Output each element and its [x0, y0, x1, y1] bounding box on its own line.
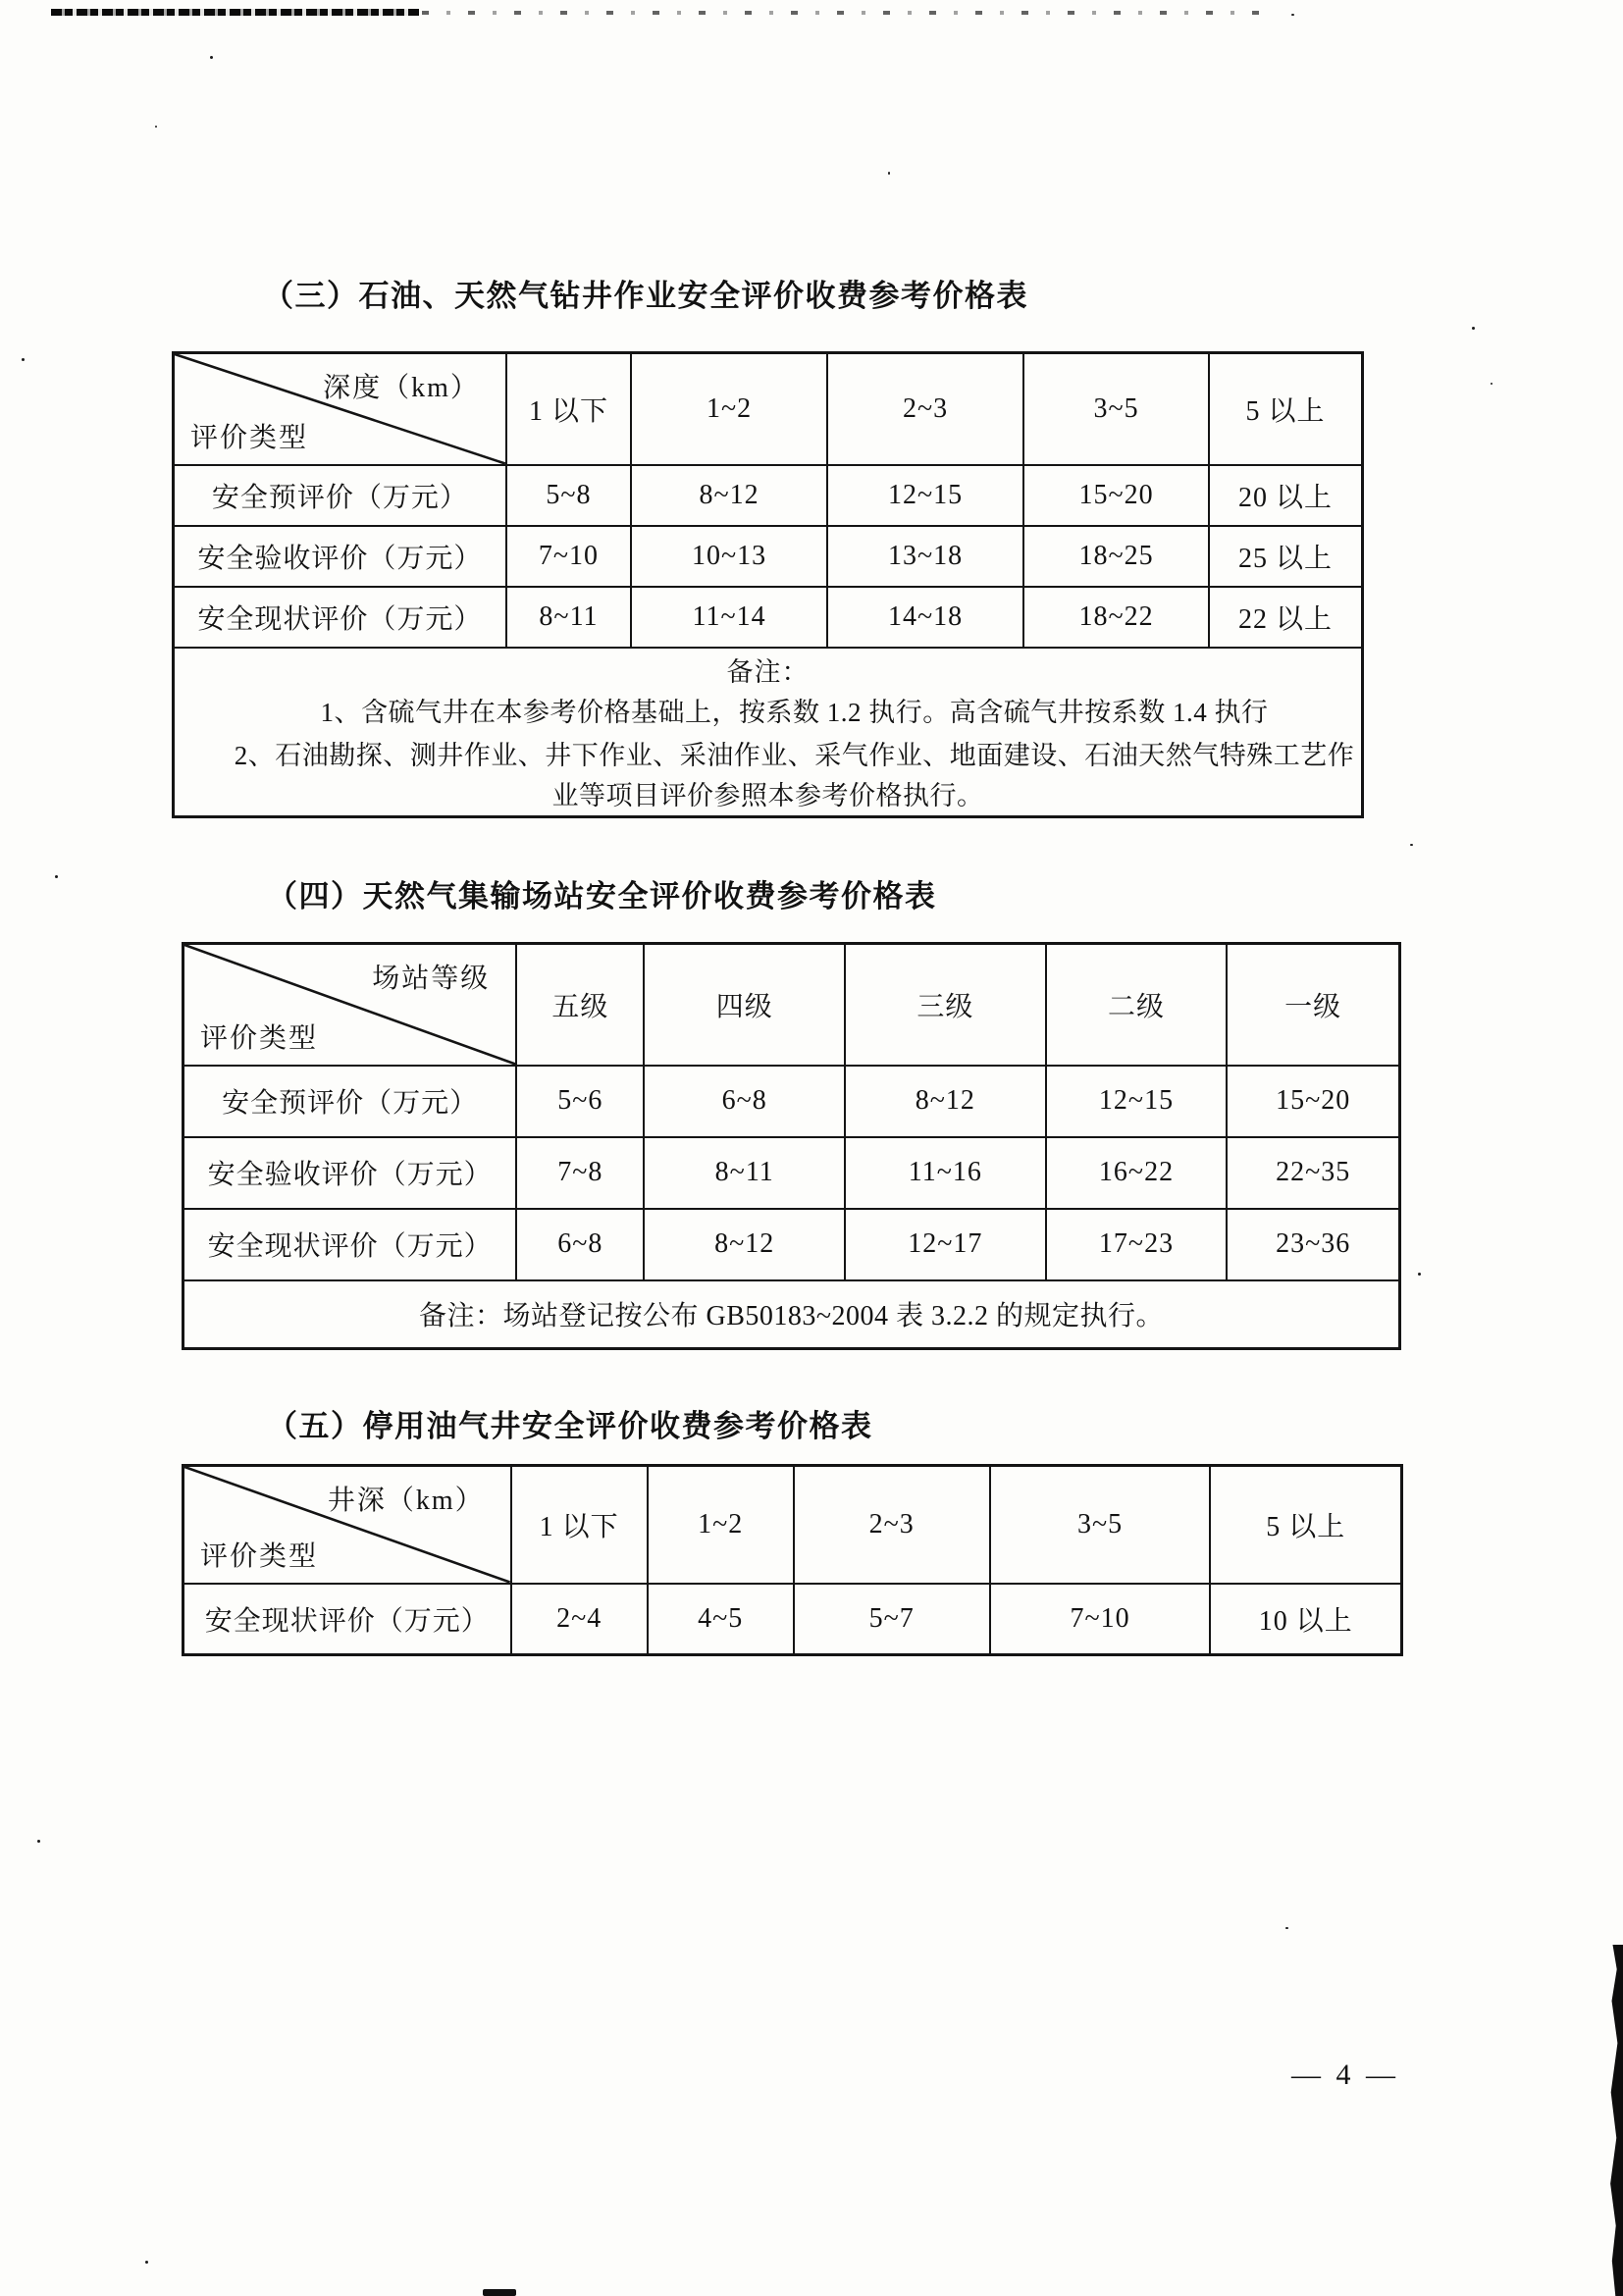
scan-artifact-top-strip-faint	[422, 11, 1266, 15]
scan-artifact-top-strip	[51, 9, 419, 16]
fee-cell: 22 以上	[1209, 587, 1362, 648]
fee-cell: 12~15	[827, 465, 1023, 526]
table-row	[183, 1209, 1400, 1280]
fee-cell: 15~20	[1023, 465, 1209, 526]
notes-title: 备注：	[726, 656, 810, 687]
scan-speck	[1472, 327, 1475, 330]
fee-cell: 7~8	[516, 1137, 644, 1209]
fee-cell: 4~5	[648, 1584, 794, 1655]
notes-row	[183, 1280, 1400, 1349]
fee-cell: 12~17	[845, 1209, 1046, 1280]
drilling-fee-table	[172, 351, 1364, 818]
column-header: 1 以下	[506, 353, 631, 465]
scan-speck	[155, 126, 157, 128]
fee-cell: 18~22	[1023, 587, 1209, 648]
note-line: 1、含硫气井在本参考价格基础上，按系数 1.2 执行。高含硫气井按系数 1.4 执行	[320, 697, 1269, 727]
section-title-drilling: （三）石油、天然气钻井作业安全评价收费参考价格表	[263, 279, 1028, 313]
fee-cell: 13~18	[827, 526, 1023, 587]
note-line: 备注：场站登记按公布 GB50183~2004 表 3.2.2 的规定执行。	[418, 1301, 1165, 1332]
column-header: 一级	[1227, 944, 1399, 1066]
fee-cell: 11~16	[845, 1137, 1046, 1209]
column-header: 四级	[644, 944, 845, 1066]
column-header: 三级	[845, 944, 1046, 1066]
scan-artifact-bottom-mark	[483, 2289, 516, 2296]
row-label: 安全现状评价（万元）	[183, 1584, 511, 1655]
corner-bottom-label: 评价类型	[190, 422, 309, 453]
corner-header-cell	[183, 1466, 511, 1584]
fee-cell: 8~12	[845, 1066, 1046, 1137]
table-row	[174, 526, 1363, 587]
corner-top-label: 场站等级	[372, 964, 491, 994]
fee-cell: 8~12	[631, 465, 827, 526]
fee-cell: 10~13	[631, 526, 827, 587]
scan-speck	[210, 56, 213, 59]
column-header: 3~5	[1023, 353, 1209, 465]
corner-bottom-label: 评价类型	[200, 1022, 319, 1054]
row-label: 安全预评价（万元）	[183, 1066, 517, 1137]
fee-cell: 6~8	[644, 1066, 845, 1137]
column-header: 1~2	[631, 353, 827, 465]
table-row	[174, 587, 1363, 648]
corner-header-cell	[174, 353, 506, 465]
gas-station-fee-table	[182, 942, 1401, 1350]
scan-speck	[145, 2261, 148, 2264]
scan-speck	[1291, 14, 1294, 16]
corner-top-label: 深度（km）	[323, 373, 480, 403]
scan-artifact-right-band	[1609, 1945, 1623, 2296]
row-label: 安全现状评价（万元）	[183, 1209, 517, 1280]
scan-speck	[1491, 383, 1492, 385]
scan-speck	[37, 1840, 40, 1843]
fee-cell: 5~6	[516, 1066, 644, 1137]
fee-cell: 11~14	[631, 587, 827, 648]
fee-cell: 8~11	[644, 1137, 845, 1209]
fee-cell: 22~35	[1227, 1137, 1399, 1209]
column-header: 1~2	[648, 1466, 794, 1584]
fee-cell: 7~10	[990, 1584, 1211, 1655]
fee-cell: 2~4	[511, 1584, 648, 1655]
notes-row	[174, 648, 1363, 817]
fee-cell: 5~7	[794, 1584, 990, 1655]
column-header: 2~3	[794, 1466, 990, 1584]
table-row	[174, 465, 1363, 526]
fee-cell: 5~8	[506, 465, 631, 526]
table-row	[183, 1066, 1400, 1137]
corner-header-cell	[183, 944, 517, 1066]
scan-speck	[1285, 1927, 1288, 1929]
section-title-gas-station: （四）天然气集输场站安全评价收费参考价格表	[267, 879, 937, 913]
fee-cell: 16~22	[1046, 1137, 1228, 1209]
fee-cell: 7~10	[506, 526, 631, 587]
fee-cell: 10 以上	[1210, 1584, 1401, 1655]
fee-cell: 8~11	[506, 587, 631, 648]
scan-speck	[22, 358, 25, 361]
column-header: 二级	[1046, 944, 1228, 1066]
idle-well-fee-table	[182, 1464, 1403, 1656]
page-number: — 4 —	[1291, 2059, 1399, 2091]
fee-cell: 8~12	[644, 1209, 845, 1280]
fee-cell: 15~20	[1227, 1066, 1399, 1137]
corner-bottom-label: 评价类型	[200, 1540, 319, 1572]
fee-cell: 20 以上	[1209, 465, 1362, 526]
table-row	[183, 1137, 1400, 1209]
fee-cell: 6~8	[516, 1209, 644, 1280]
fee-cell: 23~36	[1227, 1209, 1399, 1280]
scan-speck	[1418, 1273, 1421, 1276]
row-label: 安全现状评价（万元）	[174, 587, 506, 648]
fee-cell: 17~23	[1046, 1209, 1228, 1280]
fee-cell: 18~25	[1023, 526, 1209, 587]
note-line: 2、石油勘探、测井作业、井下作业、采油作业、采气作业、地面建设、石油天然气特殊工艺作业等项目评价参照本参考价格执行。	[234, 741, 1355, 810]
section-title-idle-wells: （五）停用油气井安全评价收费参考价格表	[267, 1409, 873, 1443]
notes-cell	[183, 1280, 1400, 1349]
column-header: 2~3	[827, 353, 1023, 465]
scan-speck	[888, 172, 890, 175]
column-header: 3~5	[990, 1466, 1211, 1584]
fee-cell: 25 以上	[1209, 526, 1362, 587]
fee-cell: 12~15	[1046, 1066, 1228, 1137]
column-header: 1 以下	[511, 1466, 648, 1584]
scan-speck	[1410, 844, 1413, 846]
notes-cell	[174, 648, 1363, 817]
row-label: 安全预评价（万元）	[174, 465, 506, 526]
row-label: 安全验收评价（万元）	[183, 1137, 517, 1209]
column-header: 5 以上	[1210, 1466, 1401, 1584]
corner-top-label: 井深（km）	[327, 1486, 485, 1516]
row-label: 安全验收评价（万元）	[174, 526, 506, 587]
table-row	[183, 1584, 1402, 1655]
scan-speck	[55, 875, 58, 878]
fee-cell: 14~18	[827, 587, 1023, 648]
column-header: 五级	[516, 944, 644, 1066]
column-header: 5 以上	[1209, 353, 1362, 465]
